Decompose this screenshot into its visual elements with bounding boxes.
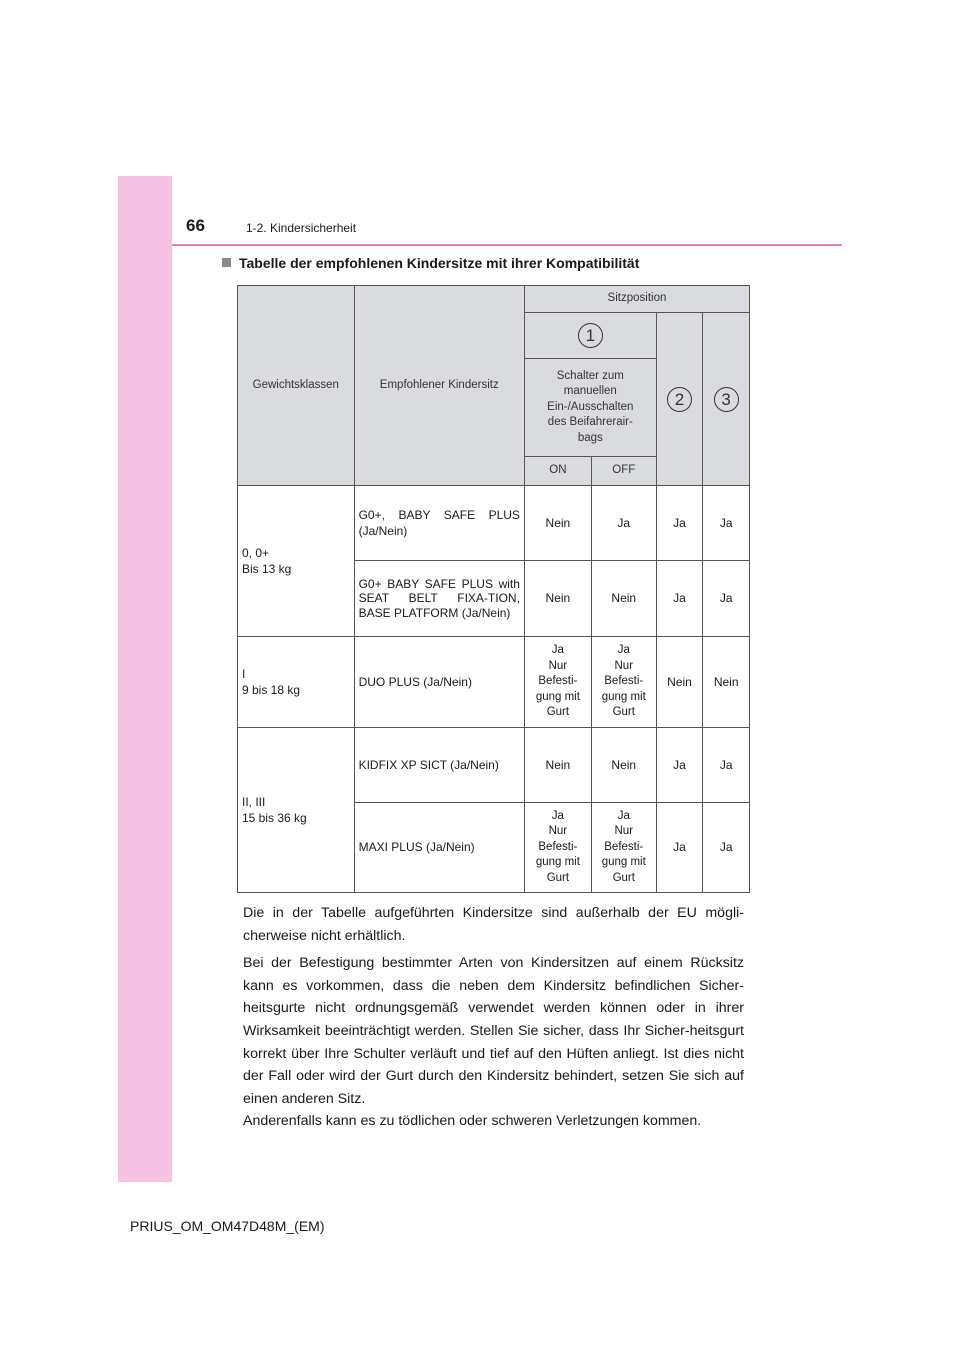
header-seat-position: Sitzposition: [524, 286, 749, 313]
position-2-cell: [656, 313, 703, 486]
body-text: [243, 902, 744, 1138]
cell-off: Nein: [591, 561, 656, 637]
cell-pos3: Ja: [703, 561, 750, 637]
header-on: ON: [524, 457, 591, 486]
cell-pos2: Nein: [656, 637, 703, 728]
weight-group-cell: [238, 486, 355, 637]
position-1-icon: 1: [578, 323, 603, 348]
cell-pos2: Ja: [656, 803, 703, 893]
seat-name: MAXI PLUS (Ja/Nein): [354, 803, 524, 893]
cell-on: Nein: [524, 728, 591, 803]
weight-class: II, III: [242, 794, 266, 809]
compatibility-table: [237, 285, 750, 893]
page-number: 66: [186, 216, 205, 235]
header-off: OFF: [591, 457, 656, 486]
seat-name: KIDFIX XP SICT (Ja/Nein): [354, 728, 524, 803]
seat-name: G0+, BABY SAFE PLUS (Ja/Nein): [354, 486, 524, 561]
cell-off: Ja Nur Befesti- gung mit Gurt: [591, 803, 656, 893]
table-row: [238, 728, 750, 803]
cell-on: Ja Nur Befesti- gung mit Gurt: [524, 803, 591, 893]
cell-off: Ja: [591, 486, 656, 561]
table-row: [238, 486, 750, 561]
paragraph: Die in der Tabelle aufgeführten Kindersitze sind außerhalb der EU mögli-cherweise nicht erhältlich.: [243, 905, 744, 944]
cell-pos2: Ja: [656, 486, 703, 561]
weight-class: I: [242, 666, 246, 681]
cell-pos2: Ja: [656, 728, 703, 803]
weight-range: 9 bis 18 kg: [242, 683, 301, 697]
square-bullet-icon: [222, 258, 231, 267]
cell-on: Nein: [524, 486, 591, 561]
paragraph: Bei der Befestigung bestimmter Arten von Kindersitzen auf einem Rücksitz kann es vorkommen, dass die neben dem Kindersitz befindlichen Sicher-heitsgurte nicht ordnungsgemäß verwendet werden können oder in ihrer Wirksamkeit beeinträchtigt werden. Stellen Sie sicher, dass Ihr Sicher-heitsgurt korrekt über Ihre Schulter verläuft und tief auf den Hüften anliegt. Ist dies nicht der Fall oder wird der Gurt durch den Kindersitz behindert, setzen Sie sich auf einen anderen Sitz.: [243, 955, 744, 1107]
position-3-icon: 3: [714, 387, 739, 412]
weight-range: Bis 13 kg: [242, 562, 292, 576]
cell-pos3: Nein: [703, 637, 750, 728]
seat-name: G0+ BABY SAFE PLUS with SEAT BELT FIXA-TION, BASE PLATFORM (Ja/Nein): [354, 561, 524, 637]
footer-doc-id: PRIUS_OM_OM47D48M_(EM): [130, 1218, 325, 1234]
section-title: 1-2. Kindersicherheit: [246, 221, 357, 235]
header-divider: [172, 244, 842, 246]
airbag-switch-label: Schalter zum manuellen Ein-/Ausschalten des Beifahrerair-bags: [524, 359, 656, 457]
weight-class: 0, 0+: [242, 545, 270, 560]
side-tab-bar: [118, 176, 172, 1182]
position-3-cell: [703, 313, 750, 486]
position-1-cell: [524, 313, 656, 359]
heading-text: Tabelle der empfohlenen Kindersitze mit ihrer Kompatibilität: [239, 255, 640, 271]
weight-group-cell: [238, 637, 355, 728]
seat-name: DUO PLUS (Ja/Nein): [354, 637, 524, 728]
weight-range: 15 bis 36 kg: [242, 811, 307, 825]
cell-off: Nein: [591, 728, 656, 803]
cell-pos3: Ja: [703, 728, 750, 803]
weight-group-cell: [238, 728, 355, 893]
table-row: [238, 637, 750, 728]
position-2-icon: 2: [667, 387, 692, 412]
cell-on: Ja Nur Befesti- gung mit Gurt: [524, 637, 591, 728]
cell-pos3: Ja: [703, 486, 750, 561]
cell-off: Ja Nur Befesti- gung mit Gurt: [591, 637, 656, 728]
cell-pos2: Ja: [656, 561, 703, 637]
header-recommended-seat: Empfohlener Kindersitz: [354, 286, 524, 486]
paragraph: Anderenfalls kann es zu tödlichen oder schweren Verletzungen kommen.: [243, 1113, 702, 1130]
cell-on: Nein: [524, 561, 591, 637]
header-weight-class: Gewichtsklassen: [238, 286, 355, 486]
cell-pos3: Ja: [703, 803, 750, 893]
table-heading: [222, 255, 639, 271]
